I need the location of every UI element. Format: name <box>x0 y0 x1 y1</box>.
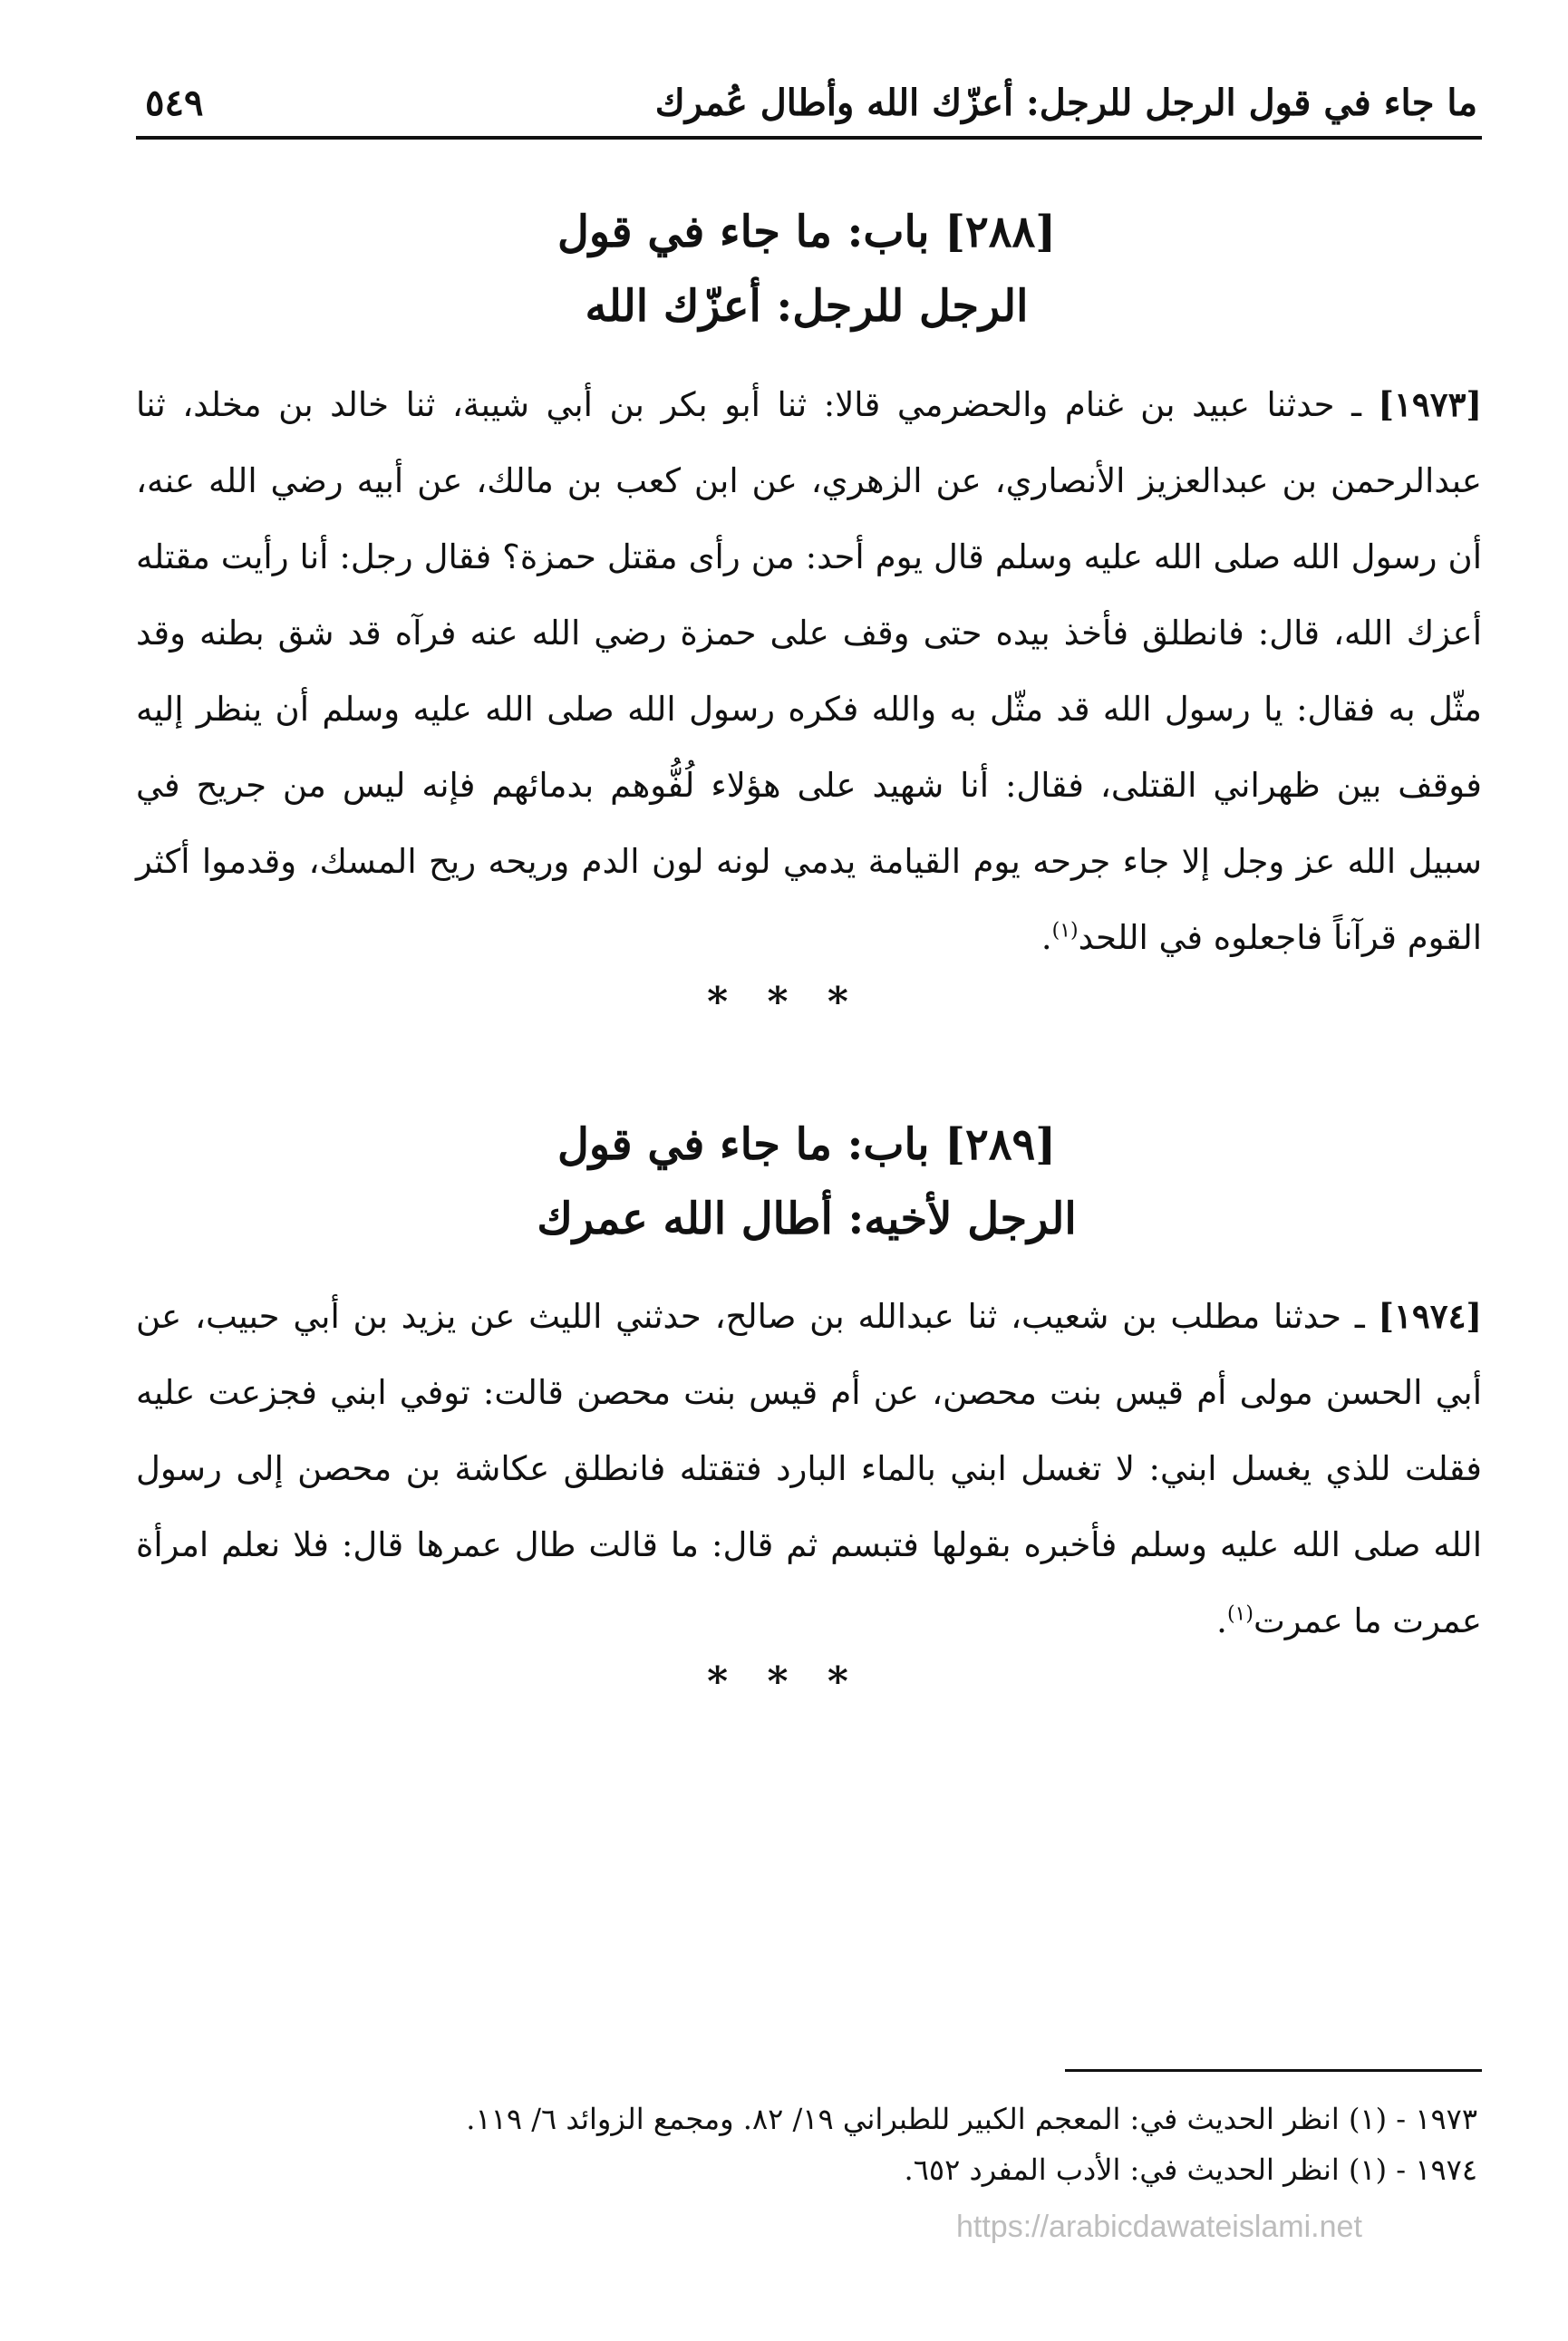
hadith-1974 <box>136 1278 1482 1659</box>
footnote-marker: (١) <box>1226 1602 1253 1626</box>
footnote-marker: (١) <box>1051 919 1079 943</box>
hadith-number: [١٩٧٤] <box>1378 1296 1483 1336</box>
hadith-text: ـ حدثنا عبيد بن غنام والحضرمي قالا: ثنا أبو بكر بن أبي شيبة، ثنا خالد بن مخلد، ثنا عبدالرحمن بن عبدالعزيز الأنصاري، عن الزهري، عن ابن كعب بن مالك، عن أبيه رضي الله عنه، أن رسول الله صلى الله عليه وسلم قال يوم أحد: من رأى مقتل حمزة؟ فقال رجل: أنا رأيت مقتله أعزك الله، قال: فانطلق فأخذ بيده حتى وقف على حمزة رضي الله عنه فرآه قد شق بطنه وقد مثّل به فقال: يا رسول الله قد مثّل به والله فكره رسول الله صلى الله عليه وسلم أن ينظر إليه فوقف بين ظهراني القتلى، فقال: أنا شهيد على هؤلاء لُفُّوهم بدمائهم فإنه ليس من جريح في سبيل الله عز وجل إلا جاء جرحه يوم القيامة يدمي لونه لون الدم وريحه ريح المسك، وقدموا أكثر القوم قرآناً فاجعلوه في اللحد <box>136 385 1482 957</box>
watermark-url: https://arabicdawateislami.net <box>956 2210 1362 2244</box>
chapter-288-title-line1: [٢٨٨] باب: ما جاء في قول <box>557 207 1056 257</box>
chapter-289-title <box>136 1108 1477 1256</box>
footnote-1974: ١٩٧٤ - (١) انظر الحديث في: الأدب المفرد ٦٥٢. <box>904 2152 1477 2187</box>
chapter-289-title-line2: الرجل لأخيه: أطال الله عمرك <box>537 1194 1077 1244</box>
end-punct: . <box>1216 1601 1227 1640</box>
section-separator: * * * <box>707 1659 861 1705</box>
chapter-289-title-line1: [٢٨٩] باب: ما جاء في قول <box>557 1119 1056 1170</box>
running-title: ما جاء في قول الرجل للرجل: أعزّك الله وأطال عُمرك <box>654 81 1477 124</box>
section-separator: * * * <box>707 979 861 1025</box>
header-rule <box>136 136 1482 140</box>
end-punct: . <box>1040 918 1052 957</box>
hadith-text: ـ حدثنا مطلب بن شعيب، ثنا عبدالله بن صالح، حدثني الليث عن يزيد بن أبي حبيب، عن أبي الحسن مولى أم قيس بنت محصن، عن أم قيس بنت محصن قالت: توفي ابني فجزعت عليه فقلت للذي يغسل ابني: لا تغسل ابني بالماء البارد فتقتله فانطلق عكاشة بن محصن إلى رسول الله صلى الله عليه وسلم فأخبره بقولها فتبسم ثم قال: ما قالت طال عمرها قال: فلا نعلم امرأة عمرت ما عمرت <box>136 1297 1482 1640</box>
chapter-288-title-line2: الرجل للرجل: أعزّك الله <box>585 281 1029 332</box>
hadith-1973 <box>136 366 1482 976</box>
footnote-rule <box>1065 2069 1482 2072</box>
page-number: ٥٤٩ <box>145 81 204 124</box>
hadith-number: [١٩٧٣] <box>1378 384 1482 424</box>
page-header <box>145 71 1477 134</box>
footnote-1973: ١٩٧٣ - (١) انظر الحديث في: المعجم الكبير للطبراني ١٩/ ٨٢. ومجمع الزوائد ٦/ ١١٩. <box>466 2102 1477 2136</box>
chapter-288-title <box>136 195 1477 343</box>
